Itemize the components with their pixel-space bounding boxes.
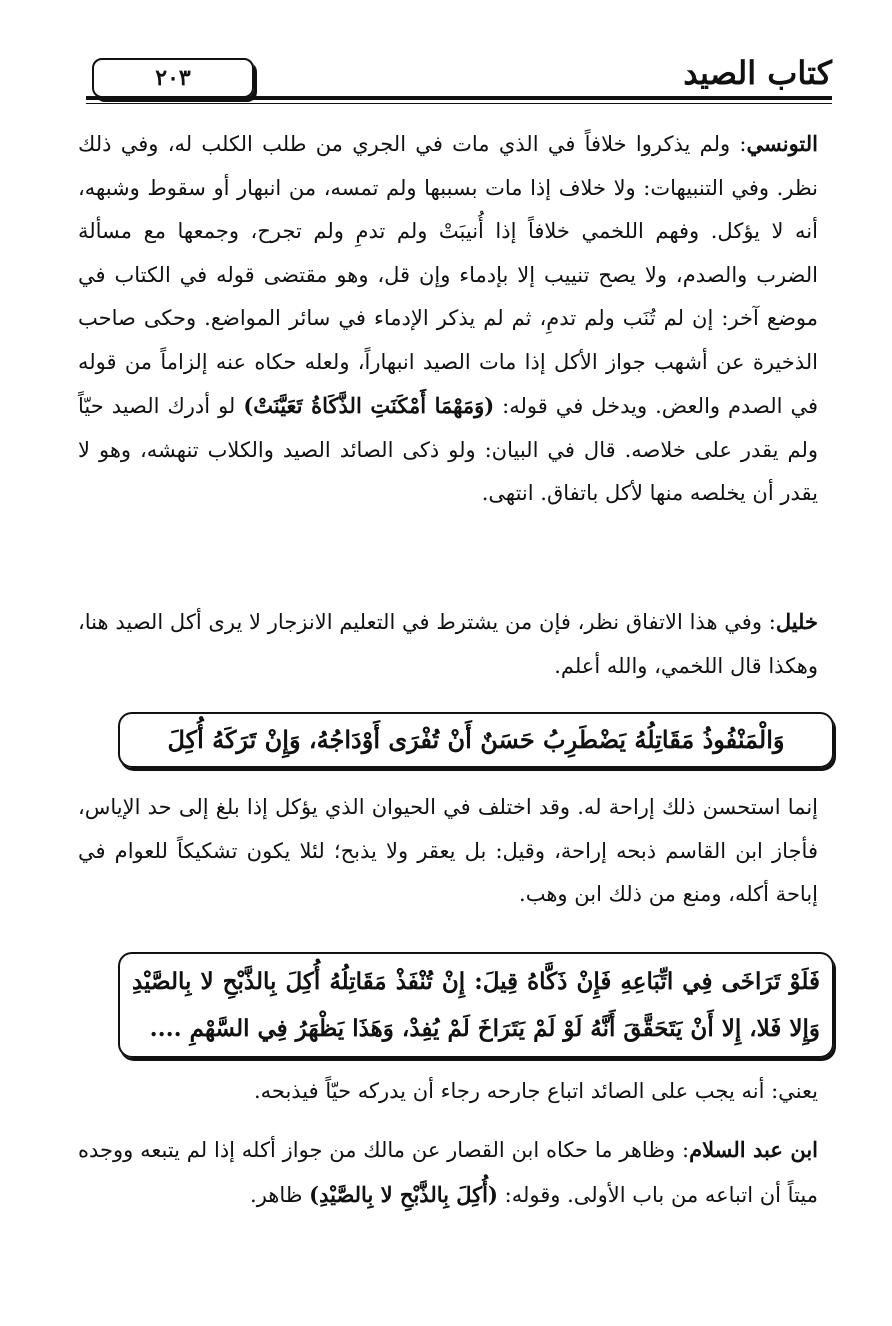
paragraph-explanation bbox=[78, 1070, 818, 1114]
paragraph-text: : وفي هذا الاتفاق نظر، فإن من يشترط في التعليم الانزجار لا يرى أكل الصيد هنا، وهكذا قال اللخمي، والله أعلم. bbox=[78, 610, 818, 678]
header-rule bbox=[86, 96, 832, 100]
book-title: كتاب الصيد bbox=[683, 54, 832, 92]
matn-box: فَلَوْ تَرَاخَى فِي اتِّبَاعِهِ فَإِنْ ذَكَّاهُ قِيلَ: إِنْ تُنْفَذْ مَقَاتِلُهُ أُكِلَ بِالذَّبْحِ لا بِالصَّيْدِ وَإِلا فَلا، إِلا أَنْ يَتَحَقَّقَ أَنَّهُ لَوْ لَمْ يَتَرَاخَ لَمْ يُفِدْ، وَهَذَا يَظْهَرُ فِي السَّهْمِ .... bbox=[118, 952, 834, 1058]
paragraph-text: : ولم يذكروا خلافاً في الذي مات في الجري من طلب الكلب له، وفي ذلك نظر. وفي التنبيهات: ولا خلاف إذا مات بسببها ولم تمسه، من انبهار أو سقوط وشبهه، أنه لا يؤكل. وفهم اللخمي خلافاً إذا أُنيبَتْ ولم تدمِ ولم تجرح، وجمعها مع مسألة الضرب والصدم، ولا يصح تنييب إلا بإدماء وإن قل، وهو مقتضى قوله في الكتاب في موضع آخر: إن لم تُنَب ولم تدمِ، ثم لم يذكر الإدماء في سائر المواضع. وحكى صاحب الذخيرة عن أشهب جواز الأكل إذا مات الصيد انبهاراً، ولعله حكاه عنه إلزاماً من قوله في الصدم والعض. ويدخل في قوله: bbox=[78, 132, 819, 418]
paragraph-text: ظاهر. bbox=[250, 1182, 310, 1207]
speaker-name: ابن عبد السلام bbox=[689, 1137, 818, 1162]
matn-box: وَالْمَنْفُوذُ مَقَاتِلُهُ يَضْطَرِبُ حَسَنٌ أَنْ تُفْرَى أَوْدَاجُهُ، وَإِنْ تَرَكَهُ أُكِلَ bbox=[118, 712, 834, 768]
header-rule-thin bbox=[86, 103, 832, 104]
paragraph-text: إنما استحسن ذلك إراحة له. وقد اختلف في الحيوان الذي يؤكل إذا بلغ إلى حد الإياس، فأجاز ابن القاسم ذبحه إراحة، وقيل: بل يعقر ولا يذبح؛ لئلا يكون تشكيكاً للعوام في إباحة أكله، ومنع من ذلك ابن وهب. bbox=[78, 795, 818, 906]
paragraph-khalil bbox=[78, 600, 818, 688]
speaker-name: التونسي bbox=[746, 131, 818, 156]
speaker-name: خليل bbox=[775, 609, 818, 634]
paragraph-text: يعني: أنه يجب على الصائد اتباع جارحه رجاء أن يدركه حيّاً فيذبحه. bbox=[253, 1079, 818, 1103]
page-header bbox=[86, 52, 832, 108]
page-number: ٢٠٣ bbox=[92, 58, 254, 98]
quoted-matn: (وَمَهْمَا أَمْكَنَتِ الذَّكَاةُ تَعَيَّنَتْ) bbox=[243, 393, 495, 418]
quoted-matn: (أُكِلَ بِالذَّبْحِ لا بِالصَّيْدِ) bbox=[309, 1181, 498, 1207]
paragraph-text: : وظاهر ما حكاه ابن القصار عن مالك من جواز أكله إذا لم يتبعه ووجده ميتاً أن اتباعه من باب الأولى. وقوله: bbox=[78, 1138, 818, 1207]
paragraph-ibn-abd-al-salam bbox=[78, 1128, 818, 1217]
paragraph-tunisi bbox=[78, 122, 818, 516]
paragraph-commentary bbox=[78, 786, 818, 917]
paragraph-text: لو أدرك الصيد حيّاً ولم يقدر على خلاصه. قال في البيان: ولو ذكى الصائد الصيد والكلاب تنهشه، وهو لا يقدر أن يخلصه منها لأكل باتفاق. انتهى. bbox=[78, 394, 818, 505]
